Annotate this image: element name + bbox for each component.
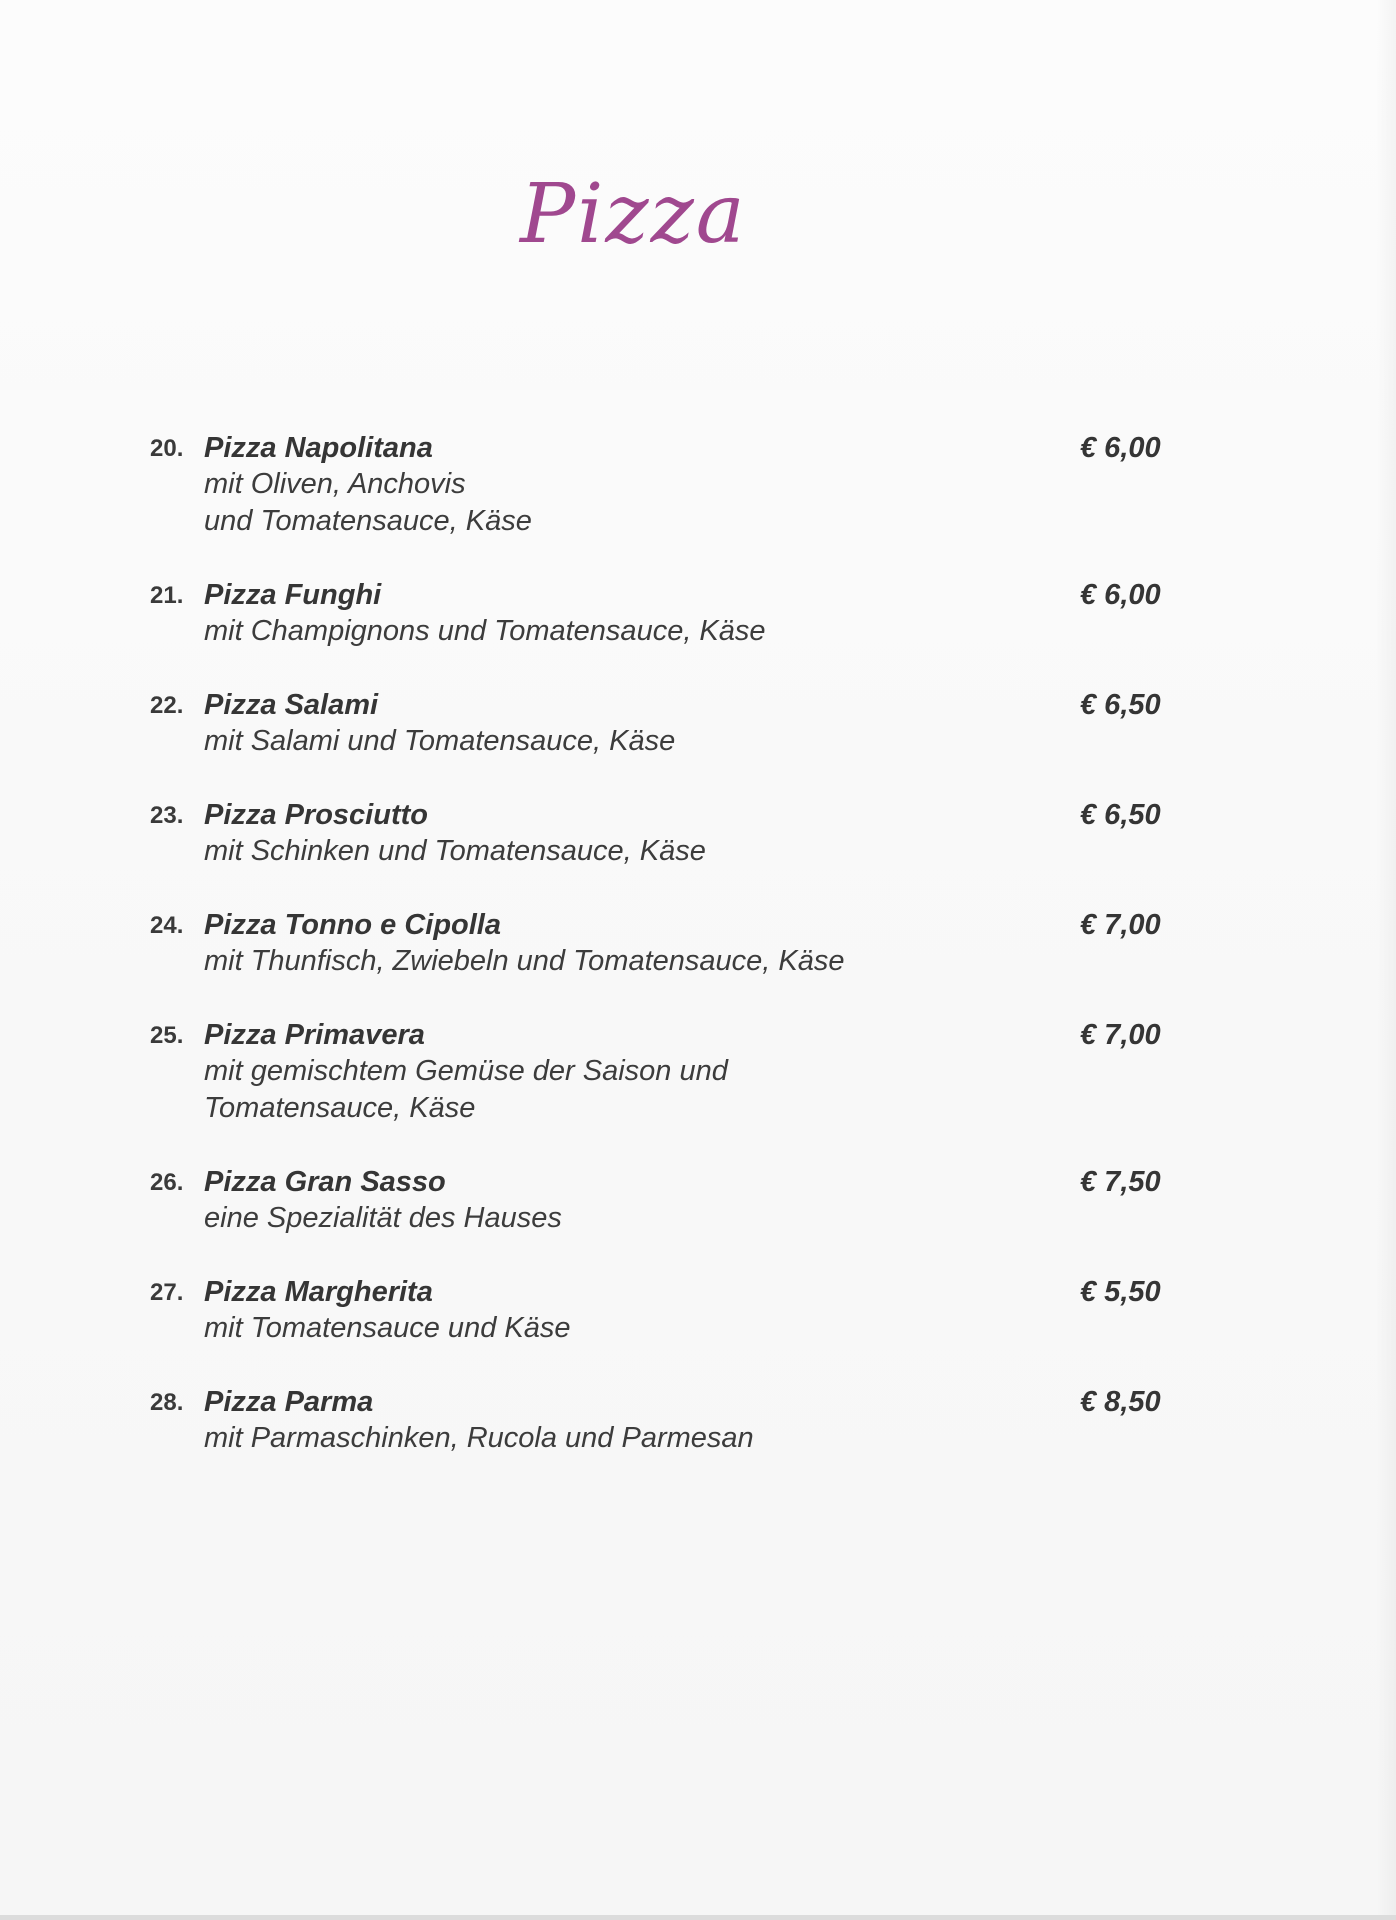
item-price: € 6,00 (1080, 432, 1161, 464)
item-number: 25. (150, 1022, 184, 1049)
item-name: Pizza Napolitana (204, 432, 433, 464)
item-description-line: mit Oliven, Anchovis (204, 468, 466, 500)
paper-edge-shadow (1376, 0, 1396, 1920)
item-description-line: mit gemischtem Gemüse der Saison und (204, 1055, 728, 1087)
item-price: € 5,50 (1080, 1276, 1161, 1308)
item-name: Pizza Margherita (204, 1276, 433, 1308)
item-number: 24. (150, 912, 184, 939)
item-name: Pizza Funghi (204, 579, 382, 611)
item-description (204, 723, 924, 760)
menu-title: Pizza (520, 167, 747, 262)
item-description (204, 1200, 924, 1237)
item-name: Pizza Primavera (204, 1019, 425, 1051)
item-name: Pizza Parma (204, 1386, 374, 1418)
item-price: € 7,50 (1080, 1166, 1161, 1198)
item-price: € 6,50 (1080, 689, 1161, 721)
item-description-line: eine Spezialität des Hauses (204, 1202, 562, 1234)
item-name: Pizza Gran Sasso (204, 1166, 446, 1198)
item-description-line: mit Tomatensauce und Käse (204, 1312, 571, 1344)
item-description-line: mit Salami und Tomatensauce, Käse (204, 725, 676, 757)
item-price: € 6,50 (1080, 799, 1161, 831)
item-description-line: mit Schinken und Tomatensauce, Käse (204, 835, 706, 867)
item-price: € 7,00 (1080, 909, 1161, 941)
item-description-line: mit Champignons und Tomatensauce, Käse (204, 615, 766, 647)
item-price: € 8,50 (1080, 1386, 1161, 1418)
item-description-line: mit Parmaschinken, Rucola und Parmesan (204, 1422, 754, 1454)
item-price: € 7,00 (1080, 1019, 1161, 1051)
item-description (204, 466, 924, 540)
item-number: 28. (150, 1389, 184, 1416)
item-name: Pizza Salami (204, 689, 379, 721)
item-number: 26. (150, 1169, 184, 1196)
paper-bottom-edge (0, 1915, 1396, 1920)
item-number: 22. (150, 692, 184, 719)
item-number: 21. (150, 582, 184, 609)
item-name: Pizza Prosciutto (204, 799, 428, 831)
item-description (204, 613, 924, 650)
item-description (204, 1310, 924, 1347)
item-description (204, 1053, 924, 1127)
item-number: 20. (150, 435, 184, 462)
item-number: 23. (150, 802, 184, 829)
item-description (204, 943, 924, 980)
item-price: € 6,00 (1080, 579, 1161, 611)
item-description-line: mit Thunfisch, Zwiebeln und Tomatensauce, Käse (204, 945, 845, 977)
item-description (204, 1420, 924, 1457)
item-number: 27. (150, 1279, 184, 1306)
item-description (204, 833, 924, 870)
item-description-line: und Tomatensauce, Käse (204, 505, 532, 537)
item-name: Pizza Tonno e Cipolla (204, 909, 501, 941)
item-description-line: Tomatensauce, Käse (204, 1092, 476, 1124)
